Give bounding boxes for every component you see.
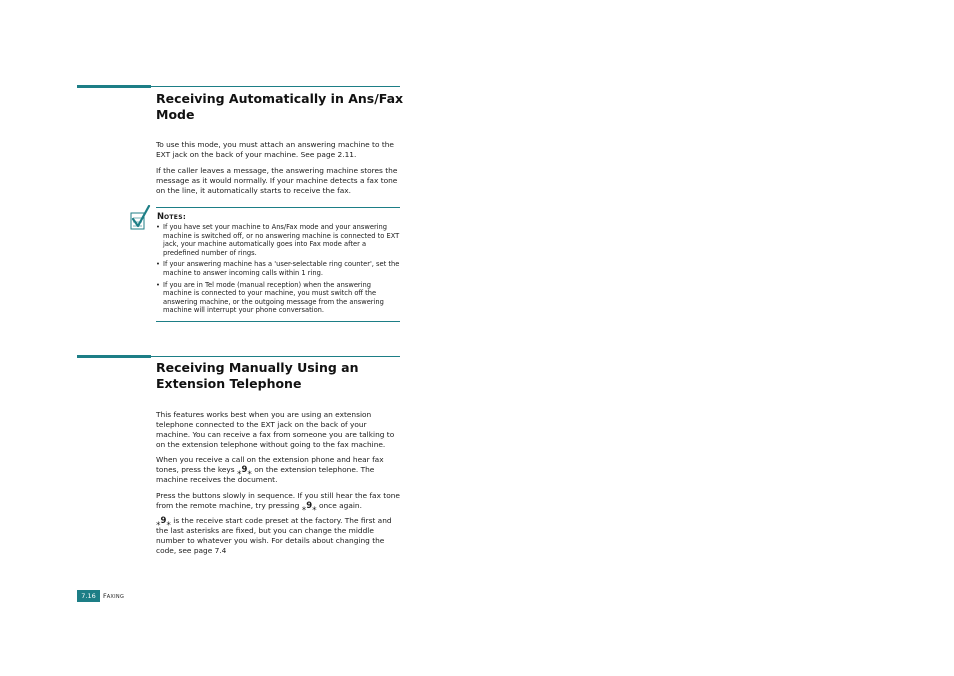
notes-title-initial: N [157,211,165,221]
digit-key: 9 [306,501,313,511]
paragraph-4-text-after: is the receive start code preset at the factory. The first and the last asterisks are fixed, but you can change the middle number to whatever you wish. For details about changing the code, see page 7.4 [156,516,392,555]
receive-code-key [302,501,317,513]
notes-title [157,211,186,223]
section-2-paragraph-3 [156,491,402,511]
section-2-paragraph-1: This features works best when you are using an extension telephone connected to the EXT jack on the back of your machine. You can receive a fax from someone you are talking to on the extension telephone without going to the fax machine. [156,410,395,449]
section-2-paragraph-4 [156,516,402,556]
digit-key: 9 [160,516,167,526]
asterisk-key-icon: ⁎ [312,503,317,513]
note-item: • If your answering machine has a 'user-selectable ring counter', set the machine to answer incoming calls within 1 ring. [156,260,400,277]
note-item: • If you have set your machine to Ans/Fax mode and your answering machine is switched off, or no answering machine is connected to EXT jack, your machine automatically goes into Fax mode after a predefined number of rings. [156,223,400,257]
paragraph-2-text-after: on the extension telephone. The machine receives the document. [156,465,375,484]
paragraph-3-text-before: Press the buttons slowly in sequence. If you still hear the fax tone from the remote machine, try pressing [156,491,400,510]
asterisk-key-icon: ⁎ [301,503,307,513]
asterisk-key-icon: ⁎ [237,467,242,477]
checkmark-note-icon [129,205,151,231]
section-1-accent-bar [77,85,151,88]
note-item: • If you are in Tel mode (manual reception) when the answering machine is connected to your machine, you must switch off the answering machine, or the outgoing message from the answering machine will interrupt your phone conversation. [156,281,400,315]
page-number-badge: 7.16 [77,590,100,602]
chapter-label [103,591,124,602]
notes-title-rest: OTES [164,214,183,221]
section-2-paragraph-2 [156,455,402,485]
notes-title-colon: : [182,212,186,221]
asterisk-key-icon: ⁎ [166,518,171,528]
paragraph-3-text-after: once again. [318,501,362,510]
section-1-heading: Receiving Automatically in Ans/Fax Mode [156,91,404,122]
asterisk-key-icon: ⁎ [156,518,161,528]
section-1-paragraph-1: To use this mode, you must attach an answering machine to the EXT jack on the back of your machine. See page 2.11. [156,140,394,159]
section-2-accent-bar [77,355,151,358]
notes-box [156,207,400,322]
chapter-label-initial: F [103,592,107,600]
asterisk-key-icon: ⁎ [247,467,252,477]
section-2-rule [151,356,400,357]
section-1-rule [151,86,400,87]
notes-list [156,223,400,318]
section-1-paragraph-2: If the caller leaves a message, the answering machine stores the message as it would normally. If your machine detects a fax tone on the line, it automatically starts to receive the fax. [156,166,398,195]
digit-key: 9 [241,465,248,475]
chapter-label-rest: AXING [106,594,125,600]
paragraph-2-text-before: When you receive a call on the extension phone and hear fax tones, press the keys [156,455,384,474]
section-2-heading: Receiving Manually Using an Extension Telephone [156,360,359,391]
